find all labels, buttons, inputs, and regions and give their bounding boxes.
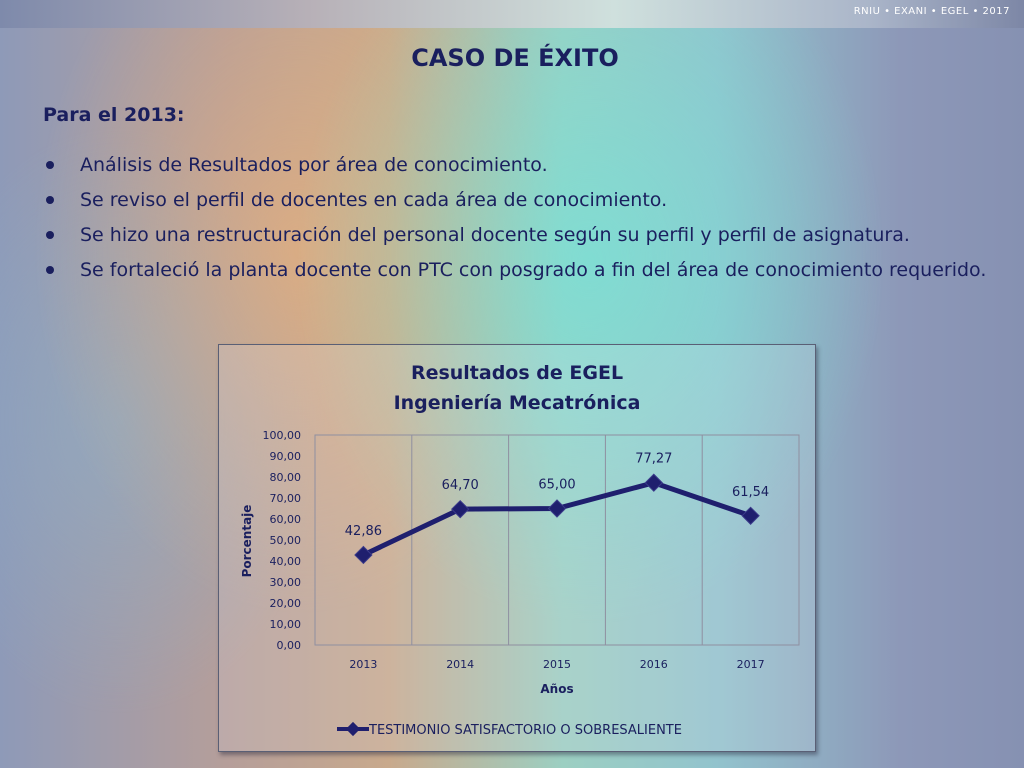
y-tick-label: 100,00 <box>262 429 301 442</box>
bullet-dot-icon <box>46 231 54 239</box>
bullet-text: Se fortaleció la planta docente con PTC con posgrado a fin del área de conocimiento requerido. <box>80 259 987 281</box>
y-tick-label: 20,00 <box>269 597 301 610</box>
plot-area-border <box>315 435 799 645</box>
y-tick-label: 70,00 <box>269 492 301 505</box>
bullet-item <box>43 218 1003 253</box>
y-tick-label: 0,00 <box>276 639 301 652</box>
legend <box>337 722 682 738</box>
bullet-list <box>43 148 1003 288</box>
x-tick-label: 2015 <box>543 658 571 671</box>
y-tick-label: 40,00 <box>269 555 301 568</box>
y-tick-label: 50,00 <box>269 534 301 547</box>
legend-entry: TESTIMONIO SATISFACTORIO O SOBRESALIENTE <box>369 723 682 738</box>
bullet-item <box>43 148 1003 183</box>
brand-text: RNIU • EXANI • EGEL • 2017 <box>853 6 1010 17</box>
data-label: 77,27 <box>635 451 673 467</box>
bullet-text: Se reviso el perfil de docentes en cada área de conocimiento. <box>80 189 668 211</box>
line-chart <box>219 345 815 751</box>
x-tick-label: 2014 <box>446 658 475 671</box>
y-axis-label: Porcentaje <box>240 504 254 578</box>
bullet-item <box>43 183 1003 218</box>
x-tick-label: 2017 <box>736 658 765 671</box>
chart-title-line-2: Ingeniería Mecatrónica <box>393 392 641 414</box>
y-tick-label: 60,00 <box>269 513 301 526</box>
data-label: 65,00 <box>538 477 576 493</box>
top-banner <box>0 0 1024 28</box>
y-tick-label: 30,00 <box>269 576 301 589</box>
series-line <box>363 483 750 555</box>
bullet-dot-icon <box>46 161 54 169</box>
data-label: 64,70 <box>441 478 479 494</box>
y-tick-label: 10,00 <box>269 618 301 631</box>
bullet-text: Análisis de Resultados por área de conocimiento. <box>80 154 548 176</box>
data-label: 61,54 <box>731 484 770 500</box>
y-tick-label: 80,00 <box>269 471 301 484</box>
y-tick-label: 90,00 <box>269 450 301 463</box>
bullet-text: Se hizo una restructuración del personal docente según su perfil y perfil de asignatura. <box>80 224 910 246</box>
chart-title-line-1: Resultados de EGEL <box>410 362 624 384</box>
chart-container <box>218 344 816 752</box>
bullet-dot-icon <box>46 266 54 274</box>
year-heading: Para el 2013: <box>43 104 185 126</box>
bullet-item <box>43 253 1003 288</box>
bullet-dot-icon <box>46 196 54 204</box>
data-label: 42,86 <box>344 523 383 539</box>
x-tick-label: 2013 <box>349 658 378 671</box>
data-point-marker <box>452 501 469 518</box>
legend-marker-icon <box>346 722 360 736</box>
data-point-marker <box>549 500 566 517</box>
data-point-marker <box>355 547 372 564</box>
x-tick-label: 2016 <box>639 658 668 671</box>
x-axis-label: Años <box>540 682 574 696</box>
data-point-marker <box>645 474 662 491</box>
slide-title: CASO DE ÉXITO <box>411 44 619 72</box>
data-point-marker <box>742 507 759 524</box>
